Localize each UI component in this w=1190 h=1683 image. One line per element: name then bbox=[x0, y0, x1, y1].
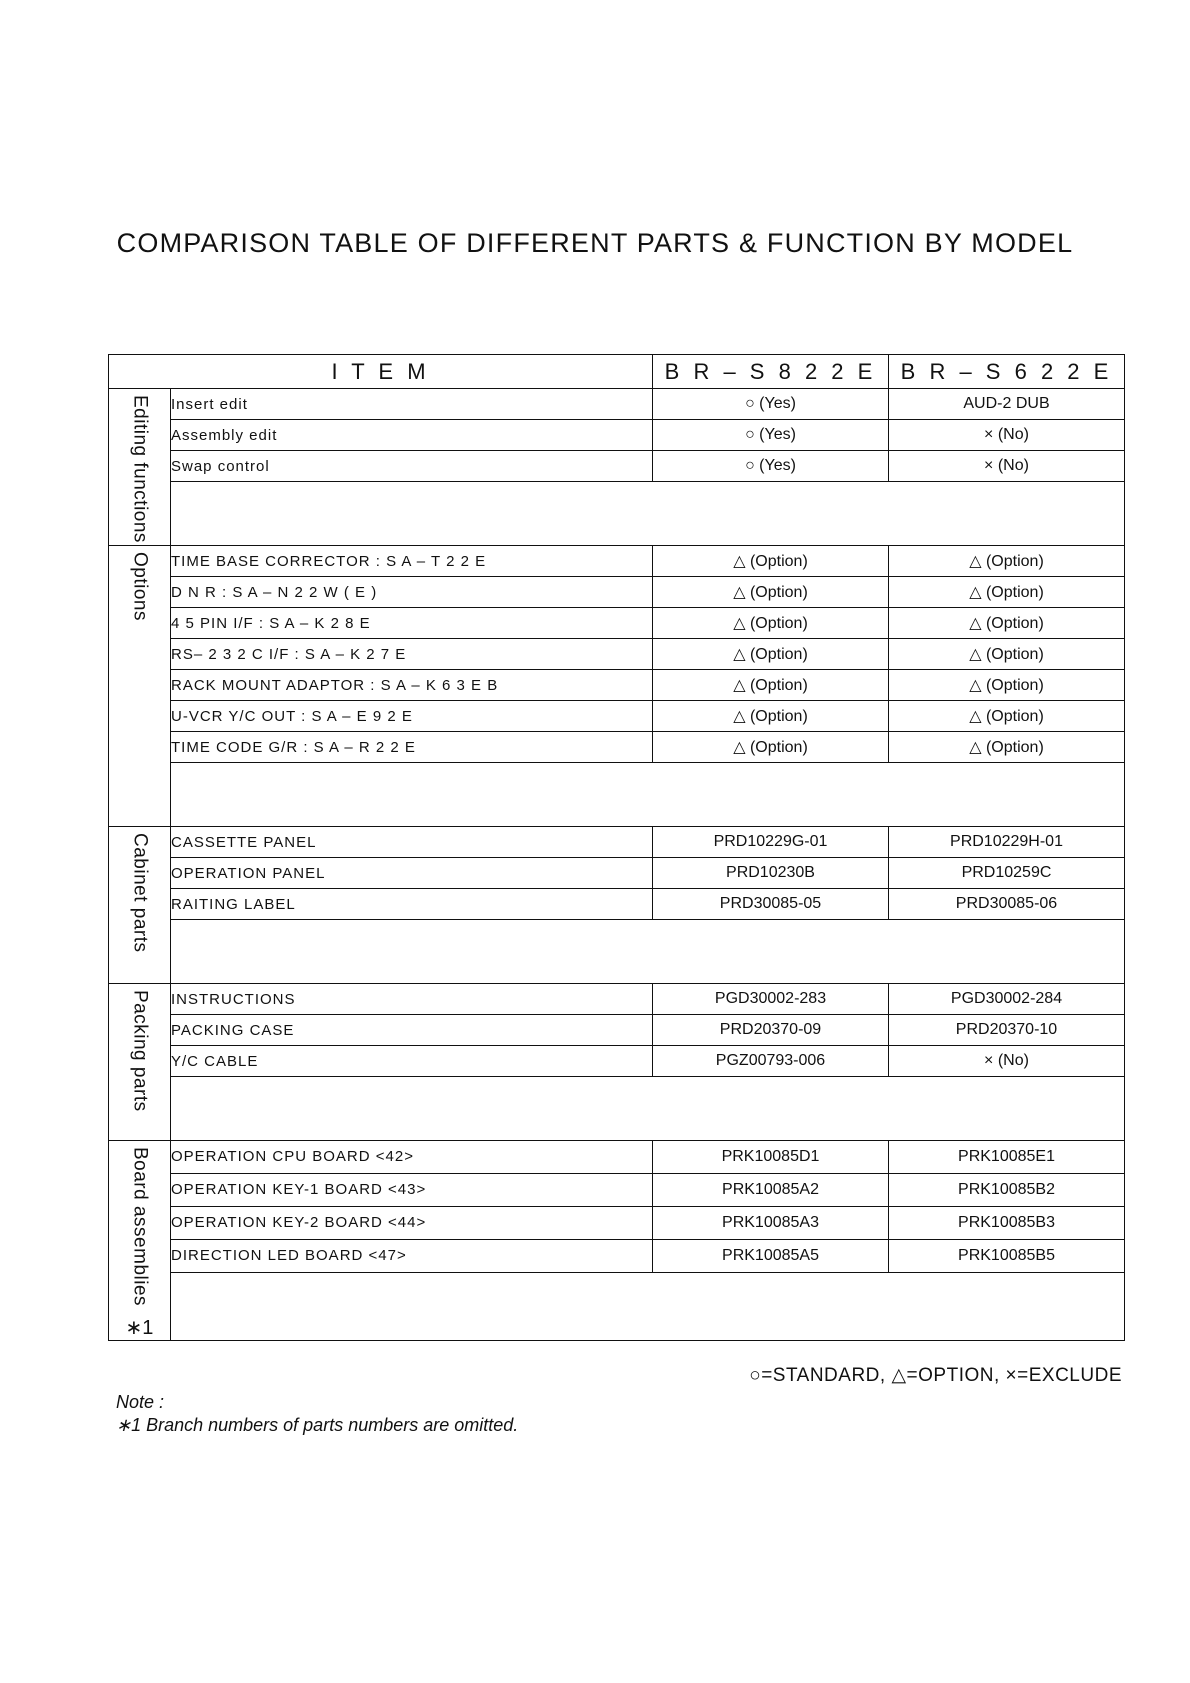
model-b-cell: △ (Option) bbox=[889, 577, 1125, 608]
item-cell: U-VCR Y/C OUT : S A – E 9 2 E bbox=[171, 701, 653, 732]
model-b-cell: PRD30085-06 bbox=[889, 889, 1125, 920]
model-b-cell: △ (Option) bbox=[889, 701, 1125, 732]
model-a-cell: △ (Option) bbox=[653, 639, 889, 670]
item-cell: Insert edit bbox=[171, 389, 653, 420]
category-label: Editing functions bbox=[129, 395, 151, 543]
model-a-cell: PGZ00793-006 bbox=[653, 1046, 889, 1077]
item-cell: OPERATION KEY-1 BOARD <43> bbox=[171, 1173, 653, 1206]
model-a-cell: PGD30002-283 bbox=[653, 984, 889, 1015]
category-label: Packing parts bbox=[129, 990, 151, 1112]
category-label: Board assemblies bbox=[129, 1147, 151, 1307]
footnote-marker: ∗1 bbox=[125, 1317, 154, 1340]
category-cabinet-parts bbox=[109, 827, 171, 984]
model-b-cell: △ (Option) bbox=[889, 608, 1125, 639]
spacer-row bbox=[109, 1272, 1125, 1340]
note-label: Note : bbox=[116, 1392, 165, 1412]
table-row bbox=[109, 608, 1125, 639]
item-cell: TIME BASE CORRECTOR : S A – T 2 2 E bbox=[171, 546, 653, 577]
model-a-cell: PRK10085A2 bbox=[653, 1173, 889, 1206]
item-cell: DIRECTION LED BOARD <47> bbox=[171, 1239, 653, 1272]
blank-cell bbox=[171, 920, 1125, 984]
category-options bbox=[109, 546, 171, 827]
table-row bbox=[109, 546, 1125, 577]
table-row bbox=[109, 732, 1125, 763]
table-row bbox=[109, 577, 1125, 608]
item-cell: PACKING CASE bbox=[171, 1015, 653, 1046]
model-a-cell: PRD10229G-01 bbox=[653, 827, 889, 858]
item-header: I T E M bbox=[109, 355, 653, 389]
table-row bbox=[109, 670, 1125, 701]
item-cell: RS– 2 3 2 C I/F : S A – K 2 7 E bbox=[171, 639, 653, 670]
model-b-cell: △ (Option) bbox=[889, 670, 1125, 701]
page-title: COMPARISON TABLE OF DIFFERENT PARTS & FUNCTION BY MODEL bbox=[116, 228, 1074, 258]
spacer-row bbox=[109, 1077, 1125, 1141]
table-row bbox=[109, 1239, 1125, 1272]
model-a-cell: △ (Option) bbox=[653, 701, 889, 732]
category-label: Options bbox=[129, 552, 151, 621]
model-a-cell: △ (Option) bbox=[653, 577, 889, 608]
item-cell: Assembly edit bbox=[171, 420, 653, 451]
model-a-cell: PRD20370-09 bbox=[653, 1015, 889, 1046]
table-row bbox=[109, 858, 1125, 889]
model-a-header: B R – S 8 2 2 E bbox=[653, 355, 889, 389]
item-cell: Swap control bbox=[171, 451, 653, 482]
spacer-row bbox=[109, 763, 1125, 827]
table-row bbox=[109, 1206, 1125, 1239]
table-row bbox=[109, 1173, 1125, 1206]
item-cell: OPERATION KEY-2 BOARD <44> bbox=[171, 1206, 653, 1239]
table-row bbox=[109, 827, 1125, 858]
model-b-cell: PRD10229H-01 bbox=[889, 827, 1125, 858]
comparison-table bbox=[108, 354, 1125, 1341]
model-b-cell: × (No) bbox=[889, 1046, 1125, 1077]
model-b-cell: PRK10085B5 bbox=[889, 1239, 1125, 1272]
item-cell: OPERATION PANEL bbox=[171, 858, 653, 889]
table-row bbox=[109, 984, 1125, 1015]
blank-cell bbox=[171, 1272, 1125, 1340]
table-row bbox=[109, 1015, 1125, 1046]
item-cell: INSTRUCTIONS bbox=[171, 984, 653, 1015]
item-cell: 4 5 PIN I/F : S A – K 2 8 E bbox=[171, 608, 653, 639]
item-cell: CASSETTE PANEL bbox=[171, 827, 653, 858]
table-row bbox=[109, 1141, 1125, 1174]
model-a-cell: PRD30085-05 bbox=[653, 889, 889, 920]
table-row bbox=[109, 889, 1125, 920]
blank-cell bbox=[171, 482, 1125, 546]
item-cell: OPERATION CPU BOARD <42> bbox=[171, 1141, 653, 1174]
model-b-cell: PRD20370-10 bbox=[889, 1015, 1125, 1046]
note-text: ∗1 Branch numbers of parts numbers are omitted. bbox=[116, 1415, 519, 1435]
model-b-cell: × (No) bbox=[889, 451, 1125, 482]
category-packing-parts bbox=[109, 984, 171, 1141]
spacer-row bbox=[109, 482, 1125, 546]
model-b-cell: PGD30002-284 bbox=[889, 984, 1125, 1015]
model-a-cell: PRK10085A3 bbox=[653, 1206, 889, 1239]
model-b-cell: △ (Option) bbox=[889, 639, 1125, 670]
model-b-cell: PRK10085B3 bbox=[889, 1206, 1125, 1239]
model-a-cell: ○ (Yes) bbox=[653, 420, 889, 451]
blank-cell bbox=[171, 763, 1125, 827]
model-b-cell: △ (Option) bbox=[889, 732, 1125, 763]
table-row bbox=[109, 389, 1125, 420]
model-b-header: B R – S 6 2 2 E bbox=[889, 355, 1125, 389]
category-label: Cabinet parts bbox=[129, 833, 151, 953]
item-cell: RAITING LABEL bbox=[171, 889, 653, 920]
model-a-cell: ○ (Yes) bbox=[653, 389, 889, 420]
table-row bbox=[109, 420, 1125, 451]
model-a-cell: PRK10085A5 bbox=[653, 1239, 889, 1272]
table-header-row bbox=[109, 355, 1125, 389]
model-b-cell: PRK10085B2 bbox=[889, 1173, 1125, 1206]
item-cell: D N R : S A – N 2 2 W ( E ) bbox=[171, 577, 653, 608]
model-a-cell: PRK10085D1 bbox=[653, 1141, 889, 1174]
model-b-cell: PRD10259C bbox=[889, 858, 1125, 889]
model-a-cell: ○ (Yes) bbox=[653, 451, 889, 482]
category-board-assemblies bbox=[109, 1141, 171, 1341]
table-row bbox=[109, 1046, 1125, 1077]
model-b-cell: △ (Option) bbox=[889, 546, 1125, 577]
table-row bbox=[109, 639, 1125, 670]
spacer-row bbox=[109, 920, 1125, 984]
legend: ○=STANDARD, △=OPTION, ×=EXCLUDE bbox=[749, 1365, 1122, 1386]
model-a-cell: PRD10230B bbox=[653, 858, 889, 889]
category-editing-functions bbox=[109, 389, 171, 546]
model-b-cell: AUD-2 DUB bbox=[889, 389, 1125, 420]
table-row bbox=[109, 701, 1125, 732]
model-b-cell: PRK10085E1 bbox=[889, 1141, 1125, 1174]
model-a-cell: △ (Option) bbox=[653, 546, 889, 577]
item-cell: Y/C CABLE bbox=[171, 1046, 653, 1077]
model-b-cell: × (No) bbox=[889, 420, 1125, 451]
model-a-cell: △ (Option) bbox=[653, 732, 889, 763]
model-a-cell: △ (Option) bbox=[653, 608, 889, 639]
item-cell: RACK MOUNT ADAPTOR : S A – K 6 3 E B bbox=[171, 670, 653, 701]
item-cell: TIME CODE G/R : S A – R 2 2 E bbox=[171, 732, 653, 763]
model-a-cell: △ (Option) bbox=[653, 670, 889, 701]
blank-cell bbox=[171, 1077, 1125, 1141]
table-row bbox=[109, 451, 1125, 482]
